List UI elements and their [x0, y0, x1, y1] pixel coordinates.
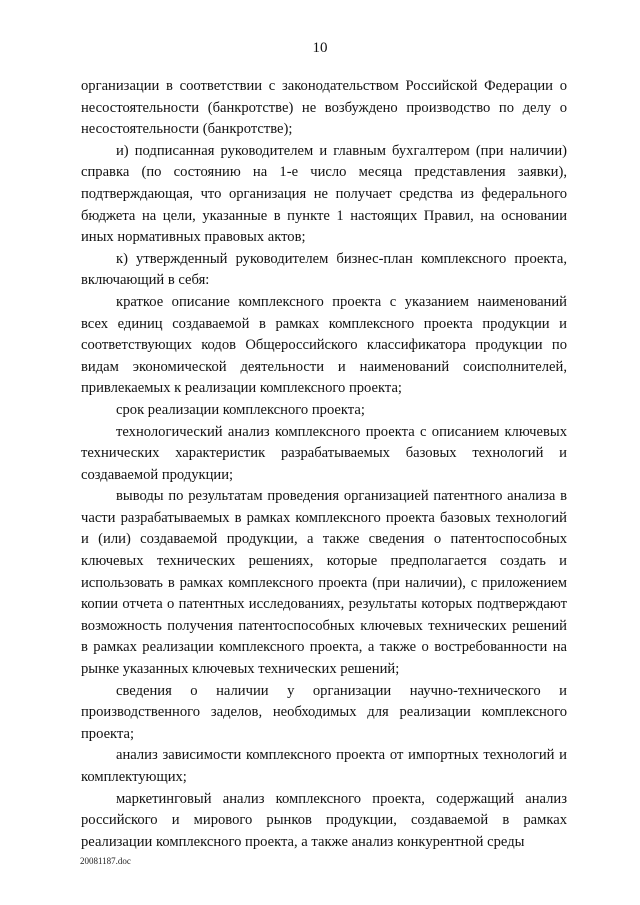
- document-file-code: 20081187.doc: [80, 856, 131, 866]
- paragraph-project-term: срок реализации комплексного проекта;: [116, 401, 365, 418]
- paragraph-rd-backlog: сведения о наличии у организации научно-технического и производственного заделов, необходимых для реализации комплексного проекта;: [81, 682, 567, 742]
- document-body: [81, 76, 567, 853]
- paragraph-item-k: к) утвержденный руководителем бизнес-план комплексного проекта, включающий в себя:: [81, 250, 567, 289]
- paragraph-item-i: и) подписанная руководителем и главным бухгалтером (при наличии) справка (по состоянию на 1-е число месяца представления заявки), подтверждающая, что организация не получает средства из федерального бюджета на цели, указанные в пункте 1 настоящих Правил, на основании иных нормативных правовых актов;: [81, 142, 567, 246]
- paragraph-marketing-analysis: маркетинговый анализ комплексного проекта, содержащий анализ российского и мирового рынков продукции, создаваемой в рамках реализации комплексного проекта, а также анализ конкурентной среды: [81, 790, 567, 850]
- paragraph-import-dependency: анализ зависимости комплексного проекта от импортных технологий и комплектующих;: [81, 747, 567, 785]
- page-number: 10: [312, 40, 328, 56]
- paragraph-brief-description: краткое описание комплексного проекта с указанием наименований всех единиц создаваемой в рамках комплексного проекта продукции и соответствующих кодов Общероссийского классификатора продукции по видам экономической деятельности и наименований соисполнителей, привлекаемых к реализации комплексного проекта;: [81, 293, 567, 397]
- paragraph-patent-analysis: выводы по результатам проведения организацией патентного анализа в части разрабатываемых в рамках комплексного проекта базовых технологий и (или) создаваемой продукции, а также сведения о патентоспособных ключевых технических решениях, которые предполагается создать и использовать в рамках комплексного проекта (при наличии), с приложением копии отчета о патентных исследованиях, результаты которых подтверждают возможность получения патентоспособных ключевых технических решений в рамках реализации комплексного проекта, а также о востребованности на рынке указанных ключевых технических решений;: [81, 488, 567, 678]
- paragraph-continuation: организации в соответствии с законодательством Российской Федерации о несостоятельности (банкротстве) не возбуждено производство по делу о несостоятельности (банкротстве);: [81, 78, 567, 138]
- paragraph-technology-analysis: технологический анализ комплексного проекта с описанием ключевых технических характеристик разрабатываемых базовых технологий и создаваемой продукции;: [81, 423, 567, 483]
